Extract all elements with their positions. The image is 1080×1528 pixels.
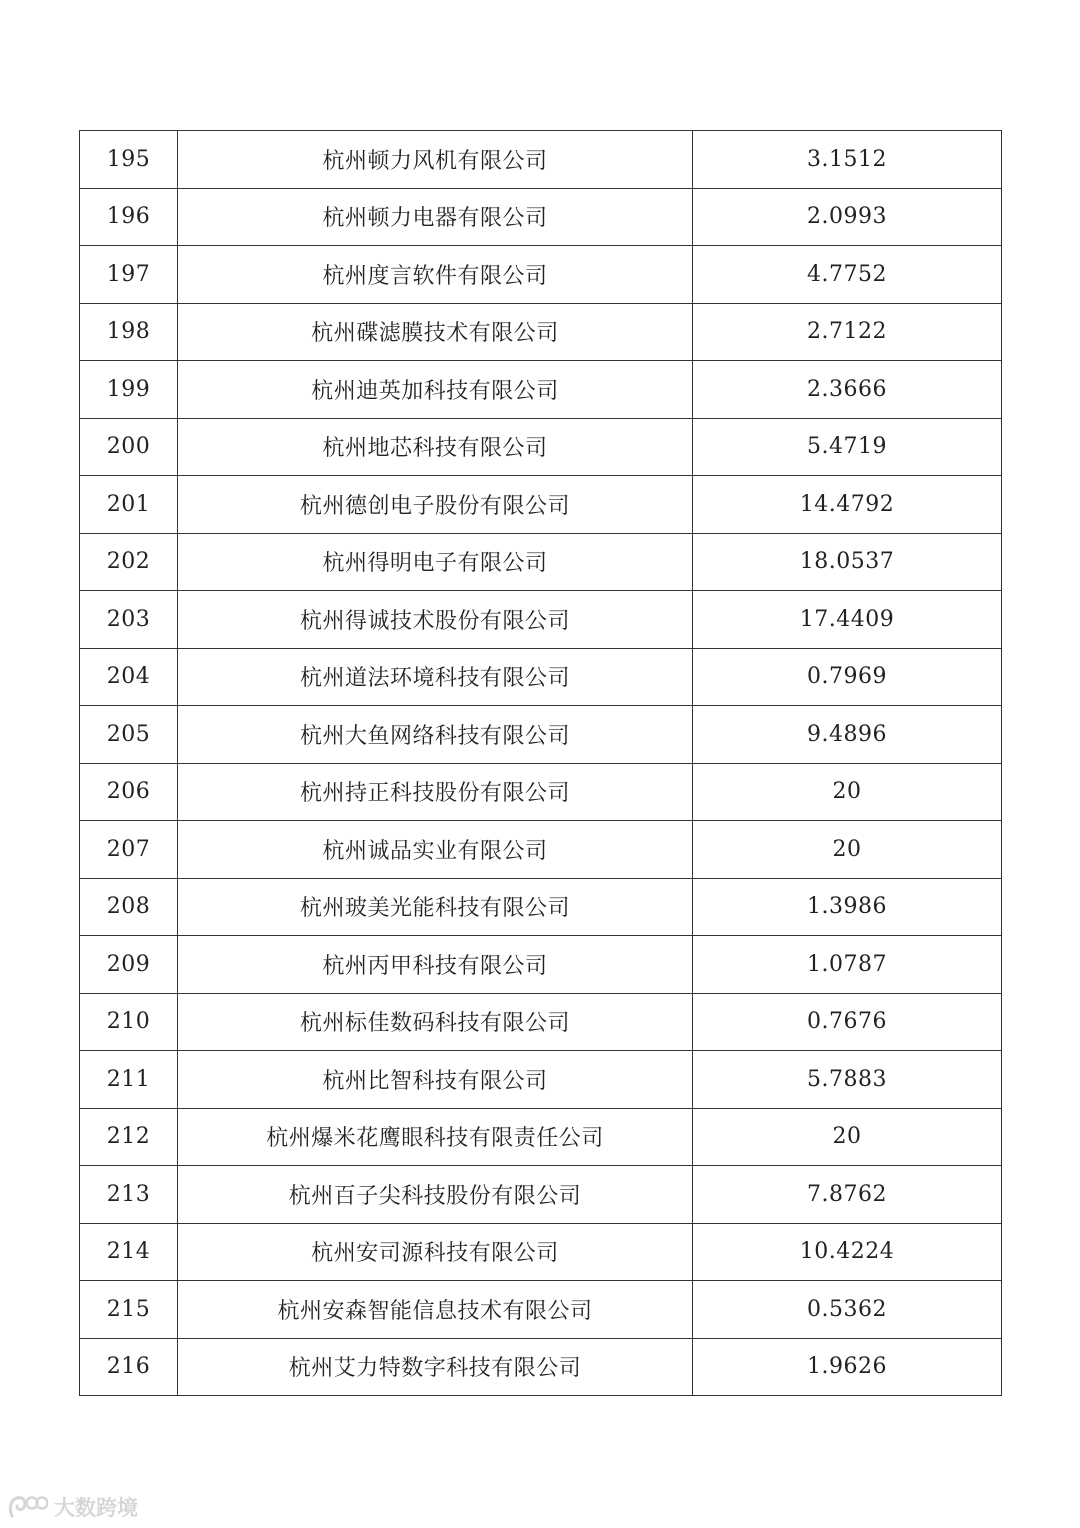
amount-cell: 4.7752 bbox=[693, 246, 1002, 304]
amount-cell: 5.7883 bbox=[693, 1051, 1002, 1109]
amount-cell: 2.0993 bbox=[693, 188, 1002, 246]
company-name-cell: 杭州得诚技术股份有限公司 bbox=[178, 591, 693, 649]
row-number-cell: 209 bbox=[80, 936, 178, 994]
table-row bbox=[80, 361, 1002, 419]
table-row bbox=[80, 1223, 1002, 1281]
company-name-cell: 杭州地芯科技有限公司 bbox=[178, 418, 693, 476]
table-row bbox=[80, 1166, 1002, 1224]
amount-cell: 0.7969 bbox=[693, 648, 1002, 706]
table-row bbox=[80, 246, 1002, 304]
amount-cell: 1.0787 bbox=[693, 936, 1002, 994]
company-name-cell: 杭州碟滤膜技术有限公司 bbox=[178, 303, 693, 361]
table-row bbox=[80, 418, 1002, 476]
table-row bbox=[80, 763, 1002, 821]
row-number-cell: 215 bbox=[80, 1281, 178, 1339]
amount-cell: 9.4896 bbox=[693, 706, 1002, 764]
company-name-cell: 杭州玻美光能科技有限公司 bbox=[178, 878, 693, 936]
company-name-cell: 杭州艾力特数字科技有限公司 bbox=[178, 1338, 693, 1396]
table-row bbox=[80, 1338, 1002, 1396]
table-row bbox=[80, 476, 1002, 534]
row-number-cell: 214 bbox=[80, 1223, 178, 1281]
row-number-cell: 198 bbox=[80, 303, 178, 361]
company-name-cell: 杭州得明电子有限公司 bbox=[178, 533, 693, 591]
amount-cell: 17.4409 bbox=[693, 591, 1002, 649]
row-number-cell: 207 bbox=[80, 821, 178, 879]
company-table bbox=[79, 130, 1002, 1396]
table-row bbox=[80, 188, 1002, 246]
row-number-cell: 216 bbox=[80, 1338, 178, 1396]
row-number-cell: 210 bbox=[80, 993, 178, 1051]
amount-cell: 18.0537 bbox=[693, 533, 1002, 591]
amount-cell: 3.1512 bbox=[693, 131, 1002, 189]
row-number-cell: 208 bbox=[80, 878, 178, 936]
table-row bbox=[80, 131, 1002, 189]
amount-cell: 7.8762 bbox=[693, 1166, 1002, 1224]
company-name-cell: 杭州诚品实业有限公司 bbox=[178, 821, 693, 879]
row-number-cell: 205 bbox=[80, 706, 178, 764]
amount-cell: 5.4719 bbox=[693, 418, 1002, 476]
row-number-cell: 195 bbox=[80, 131, 178, 189]
company-name-cell: 杭州持正科技股份有限公司 bbox=[178, 763, 693, 821]
row-number-cell: 206 bbox=[80, 763, 178, 821]
amount-cell: 10.4224 bbox=[693, 1223, 1002, 1281]
amount-cell: 14.4792 bbox=[693, 476, 1002, 534]
row-number-cell: 202 bbox=[80, 533, 178, 591]
company-name-cell: 杭州爆米花鹰眼科技有限责任公司 bbox=[178, 1108, 693, 1166]
row-number-cell: 199 bbox=[80, 361, 178, 419]
company-name-cell: 杭州安司源科技有限公司 bbox=[178, 1223, 693, 1281]
company-name-cell: 杭州德创电子股份有限公司 bbox=[178, 476, 693, 534]
company-name-cell: 杭州顿力风机有限公司 bbox=[178, 131, 693, 189]
amount-cell: 0.7676 bbox=[693, 993, 1002, 1051]
row-number-cell: 196 bbox=[80, 188, 178, 246]
table-row bbox=[80, 1108, 1002, 1166]
company-name-cell: 杭州百子尖科技股份有限公司 bbox=[178, 1166, 693, 1224]
amount-cell: 2.7122 bbox=[693, 303, 1002, 361]
amount-cell: 2.3666 bbox=[693, 361, 1002, 419]
table-row bbox=[80, 993, 1002, 1051]
amount-cell: 20 bbox=[693, 763, 1002, 821]
row-number-cell: 213 bbox=[80, 1166, 178, 1224]
company-name-cell: 杭州标佳数码科技有限公司 bbox=[178, 993, 693, 1051]
row-number-cell: 204 bbox=[80, 648, 178, 706]
amount-cell: 0.5362 bbox=[693, 1281, 1002, 1339]
amount-cell: 1.3986 bbox=[693, 878, 1002, 936]
row-number-cell: 212 bbox=[80, 1108, 178, 1166]
watermark-text: 大数跨境 bbox=[54, 1496, 138, 1520]
amount-cell: 20 bbox=[693, 1108, 1002, 1166]
row-number-cell: 200 bbox=[80, 418, 178, 476]
table-row bbox=[80, 303, 1002, 361]
company-name-cell: 杭州安森智能信息技术有限公司 bbox=[178, 1281, 693, 1339]
watermark bbox=[8, 1492, 138, 1522]
company-name-cell: 杭州迪英加科技有限公司 bbox=[178, 361, 693, 419]
table-row bbox=[80, 936, 1002, 994]
row-number-cell: 211 bbox=[80, 1051, 178, 1109]
row-number-cell: 197 bbox=[80, 246, 178, 304]
table-row bbox=[80, 821, 1002, 879]
table-row bbox=[80, 591, 1002, 649]
row-number-cell: 201 bbox=[80, 476, 178, 534]
table-row bbox=[80, 648, 1002, 706]
amount-cell: 20 bbox=[693, 821, 1002, 879]
company-name-cell: 杭州大鱼网络科技有限公司 bbox=[178, 706, 693, 764]
company-name-cell: 杭州顿力电器有限公司 bbox=[178, 188, 693, 246]
table-row bbox=[80, 1051, 1002, 1109]
company-name-cell: 杭州道法环境科技有限公司 bbox=[178, 648, 693, 706]
company-name-cell: 杭州度言软件有限公司 bbox=[178, 246, 693, 304]
table-row bbox=[80, 533, 1002, 591]
table-row bbox=[80, 1281, 1002, 1339]
table-row bbox=[80, 878, 1002, 936]
table-body bbox=[80, 131, 1002, 1396]
brand-logo-icon bbox=[8, 1494, 48, 1520]
company-name-cell: 杭州丙甲科技有限公司 bbox=[178, 936, 693, 994]
row-number-cell: 203 bbox=[80, 591, 178, 649]
table-row bbox=[80, 706, 1002, 764]
company-name-cell: 杭州比智科技有限公司 bbox=[178, 1051, 693, 1109]
amount-cell: 1.9626 bbox=[693, 1338, 1002, 1396]
